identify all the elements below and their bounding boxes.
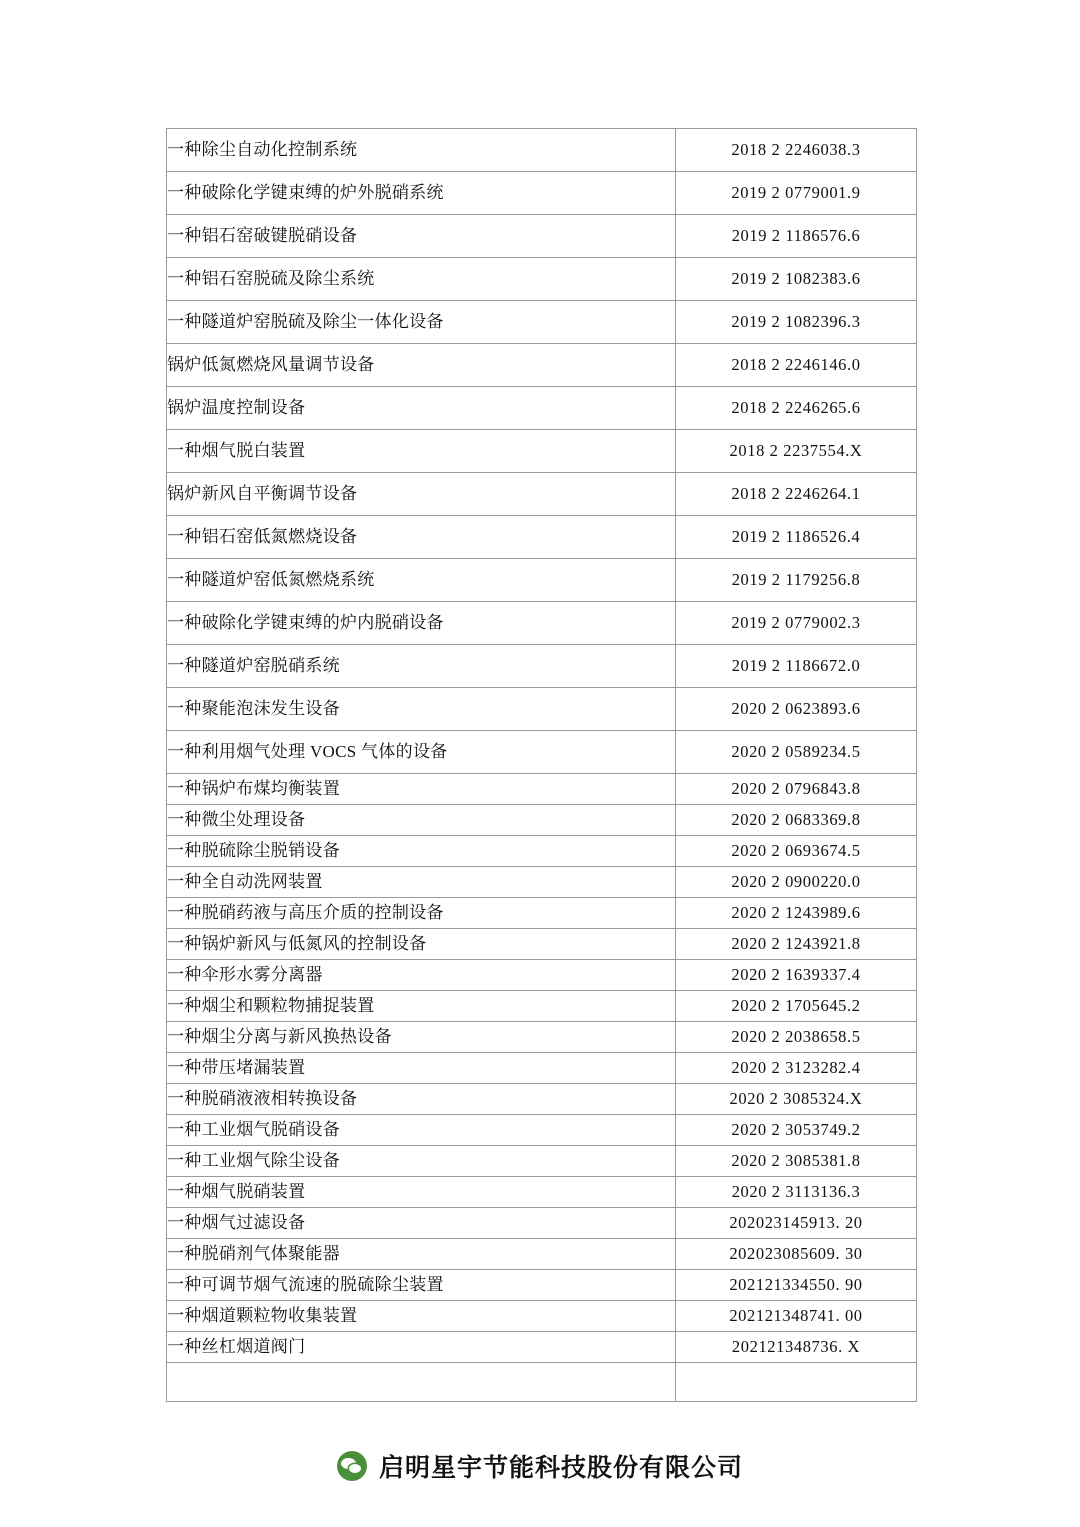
table-row (167, 516, 917, 559)
patent-number-cell: 2020 2 0589234.5 (676, 731, 917, 774)
patent-name-cell: 一种带压堵漏装置 (167, 1053, 676, 1084)
table-row (167, 301, 917, 344)
patent-number-cell: 2020 2 3113136.3 (676, 1177, 917, 1208)
patent-number-cell: 2020 2 2038658.5 (676, 1022, 917, 1053)
table-row (167, 1115, 917, 1146)
table-row (167, 172, 917, 215)
patent-name-cell: 一种烟尘和颗粒物捕捉装置 (167, 991, 676, 1022)
patent-name-cell: 一种除尘自动化控制系统 (167, 129, 676, 172)
patent-name-cell: 锅炉新风自平衡调节设备 (167, 473, 676, 516)
table-row (167, 867, 917, 898)
table-row (167, 1208, 917, 1239)
patent-name-cell: 一种锅炉新风与低氮风的控制设备 (167, 929, 676, 960)
table-row (167, 430, 917, 473)
table-row (167, 1301, 917, 1332)
table-row (167, 991, 917, 1022)
patent-name-cell: 一种铝石窑脱硫及除尘系统 (167, 258, 676, 301)
patent-number-cell: 2018 2 2246265.6 (676, 387, 917, 430)
patent-number-cell: 202121348741. 00 (676, 1301, 917, 1332)
patent-name-cell: 一种工业烟气脱硝设备 (167, 1115, 676, 1146)
patent-name-cell: 一种丝杠烟道阀门 (167, 1332, 676, 1363)
patent-number-cell: 2019 2 0779002.3 (676, 602, 917, 645)
table-row (167, 645, 917, 688)
patent-name-cell: 一种铝石窑破键脱硝设备 (167, 215, 676, 258)
patent-name-cell: 一种脱硝药液与高压介质的控制设备 (167, 898, 676, 929)
patent-name-cell: 一种工业烟气除尘设备 (167, 1146, 676, 1177)
patent-name-cell: 一种破除化学键束缚的炉内脱硝设备 (167, 602, 676, 645)
patent-name-cell: 一种隧道炉窑低氮燃烧系统 (167, 559, 676, 602)
table-row (167, 774, 917, 805)
table-row (167, 731, 917, 774)
patent-number-cell: 2018 2 2246146.0 (676, 344, 917, 387)
table-row (167, 1332, 917, 1363)
patent-name-cell: 一种锅炉布煤均衡装置 (167, 774, 676, 805)
patent-name-cell: 一种烟道颗粒物收集装置 (167, 1301, 676, 1332)
patent-number-cell: 2020 2 3053749.2 (676, 1115, 917, 1146)
table-row (167, 258, 917, 301)
patent-number-cell: 2018 2 2237554.X (676, 430, 917, 473)
table-row (167, 898, 917, 929)
patent-number-cell: 2020 2 3085381.8 (676, 1146, 917, 1177)
patent-number-cell: 2020 2 1243921.8 (676, 929, 917, 960)
patent-name-cell: 一种隧道炉窑脱硝系统 (167, 645, 676, 688)
patent-number-cell (676, 1363, 917, 1402)
patent-number-cell: 2019 2 0779001.9 (676, 172, 917, 215)
patent-name-cell (167, 1363, 676, 1402)
table-row (167, 836, 917, 867)
patent-name-cell: 一种利用烟气处理 VOCS 气体的设备 (167, 731, 676, 774)
patent-number-cell: 202121334550. 90 (676, 1270, 917, 1301)
patent-number-cell: 2019 2 1186526.4 (676, 516, 917, 559)
patent-name-cell: 一种伞形水雾分离器 (167, 960, 676, 991)
patent-number-cell: 2020 2 0623893.6 (676, 688, 917, 731)
patent-name-cell: 一种破除化学键束缚的炉外脱硝系统 (167, 172, 676, 215)
table-row (167, 1177, 917, 1208)
patent-name-cell: 一种全自动洗网装置 (167, 867, 676, 898)
patent-number-cell: 2020 2 3123282.4 (676, 1053, 917, 1084)
patent-name-cell: 一种微尘处理设备 (167, 805, 676, 836)
patent-number-cell: 2020 2 0796843.8 (676, 774, 917, 805)
table-row (167, 1363, 917, 1402)
patent-number-cell: 202023145913. 20 (676, 1208, 917, 1239)
patent-name-cell: 一种烟气脱白装置 (167, 430, 676, 473)
patent-number-cell: 2018 2 2246264.1 (676, 473, 917, 516)
patent-number-cell: 202121348736. X (676, 1332, 917, 1363)
patent-number-cell: 2020 2 0900220.0 (676, 867, 917, 898)
patent-name-cell: 一种聚能泡沫发生设备 (167, 688, 676, 731)
patent-table-body (167, 129, 917, 1402)
patent-name-cell: 一种铝石窑低氮燃烧设备 (167, 516, 676, 559)
patent-name-cell: 一种烟尘分离与新风换热设备 (167, 1022, 676, 1053)
patent-table-container (166, 128, 914, 1402)
wechat-icon (337, 1451, 367, 1481)
table-row (167, 602, 917, 645)
table-row (167, 344, 917, 387)
patent-number-cell: 202023085609. 30 (676, 1239, 917, 1270)
patent-name-cell: 一种隧道炉窑脱硫及除尘一体化设备 (167, 301, 676, 344)
table-row (167, 559, 917, 602)
patent-name-cell: 锅炉温度控制设备 (167, 387, 676, 430)
table-row (167, 387, 917, 430)
patent-number-cell: 2019 2 1179256.8 (676, 559, 917, 602)
patent-number-cell: 2020 2 1639337.4 (676, 960, 917, 991)
patent-name-cell: 一种可调节烟气流速的脱硫除尘装置 (167, 1270, 676, 1301)
table-row (167, 1270, 917, 1301)
patent-number-cell: 2020 2 0693674.5 (676, 836, 917, 867)
patent-number-cell: 2020 2 3085324.X (676, 1084, 917, 1115)
table-row (167, 1022, 917, 1053)
table-row (167, 129, 917, 172)
table-row (167, 1053, 917, 1084)
patent-name-cell: 一种脱硝剂气体聚能器 (167, 1239, 676, 1270)
table-row (167, 688, 917, 731)
patent-table (166, 128, 917, 1402)
patent-number-cell: 2019 2 1082396.3 (676, 301, 917, 344)
patent-number-cell: 2020 2 1705645.2 (676, 991, 917, 1022)
table-row (167, 929, 917, 960)
table-row (167, 1239, 917, 1270)
company-name: 启明星宇节能科技股份有限公司 (378, 1454, 743, 1482)
patent-name-cell: 锅炉低氮燃烧风量调节设备 (167, 344, 676, 387)
table-row (167, 1146, 917, 1177)
patent-name-cell: 一种烟气过滤设备 (167, 1208, 676, 1239)
table-row (167, 1084, 917, 1115)
patent-name-cell: 一种烟气脱硝装置 (167, 1177, 676, 1208)
table-row (167, 473, 917, 516)
patent-name-cell: 一种脱硝液液相转换设备 (167, 1084, 676, 1115)
patent-name-cell: 一种脱硫除尘脱销设备 (167, 836, 676, 867)
patent-number-cell: 2019 2 1186576.6 (676, 215, 917, 258)
patent-number-cell: 2019 2 1186672.0 (676, 645, 917, 688)
patent-number-cell: 2018 2 2246038.3 (676, 129, 917, 172)
table-row (167, 805, 917, 836)
patent-number-cell: 2020 2 0683369.8 (676, 805, 917, 836)
table-row (167, 960, 917, 991)
page-footer (0, 1448, 1080, 1484)
patent-number-cell: 2020 2 1243989.6 (676, 898, 917, 929)
table-row (167, 215, 917, 258)
patent-number-cell: 2019 2 1082383.6 (676, 258, 917, 301)
